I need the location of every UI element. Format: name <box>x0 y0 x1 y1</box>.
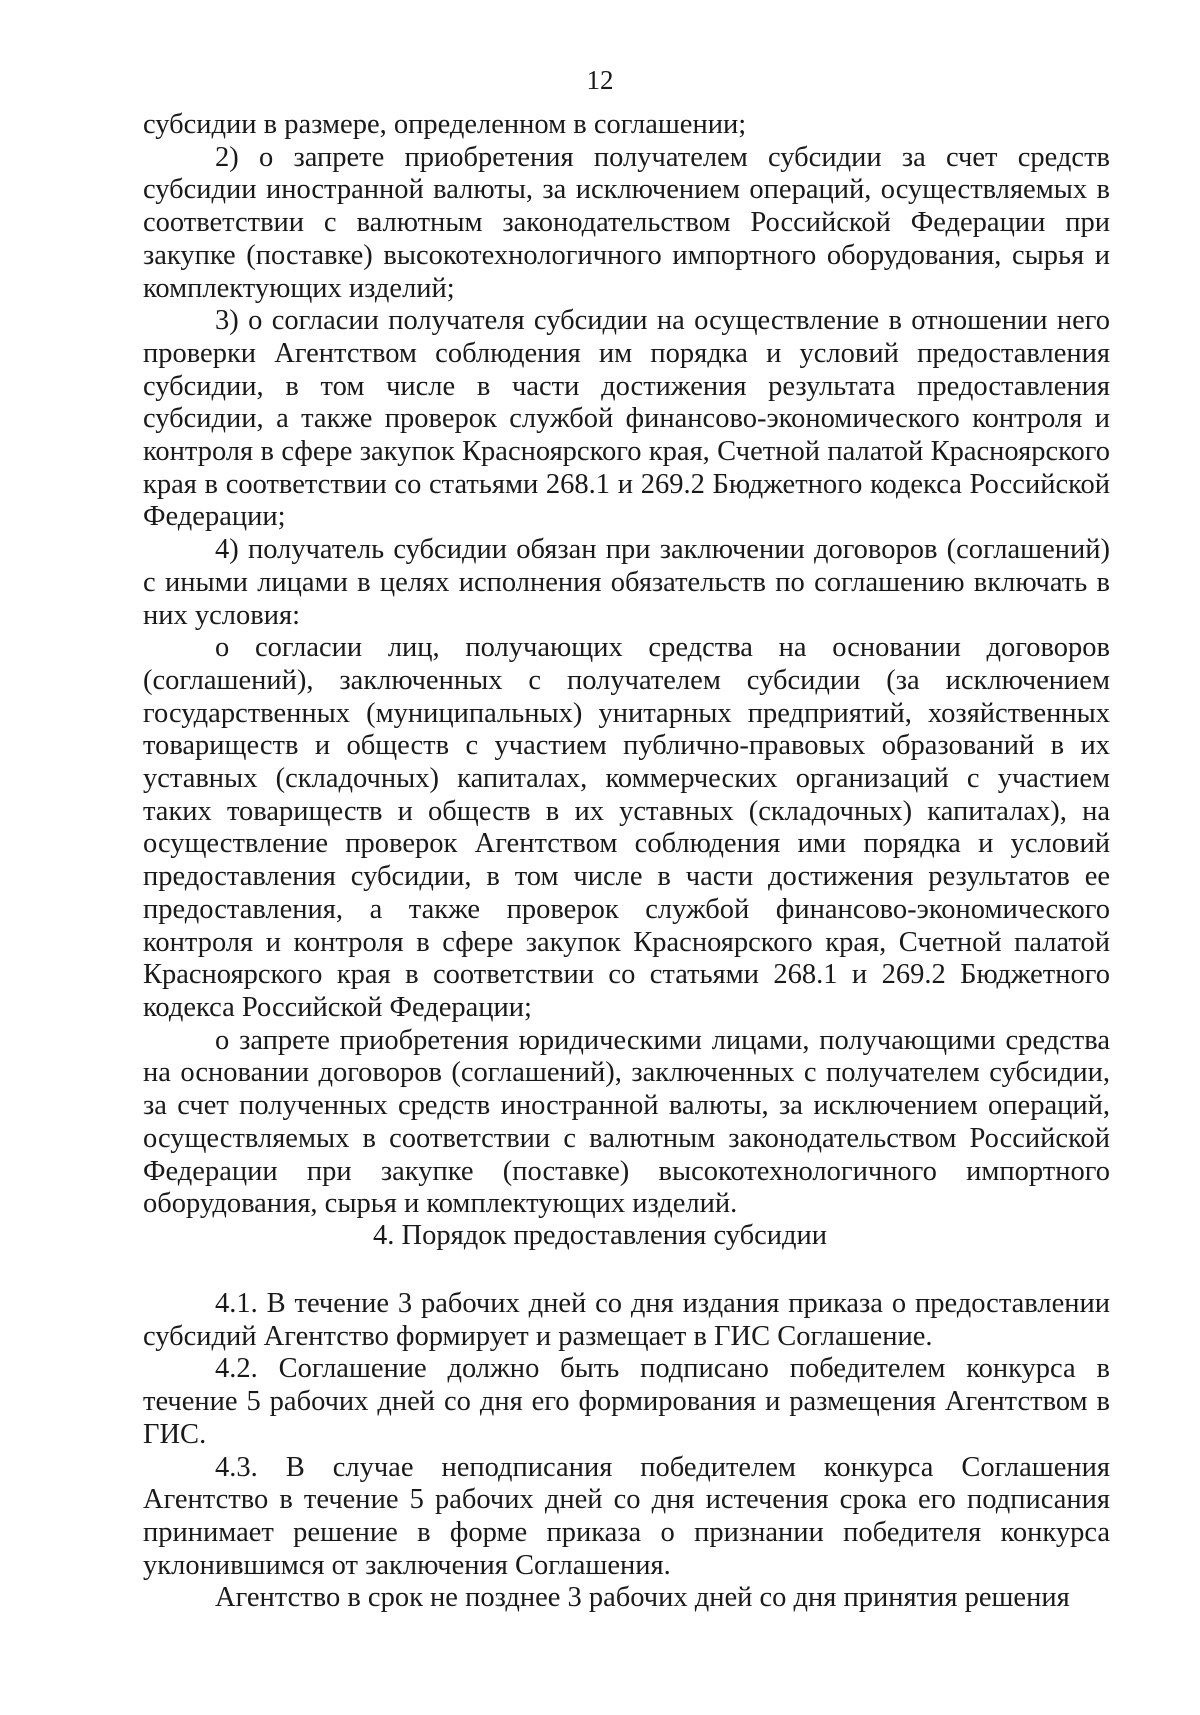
paragraph-item-2: 2) о запрете приобретения получателем субсидии за счет средств субсидии иностранной валюты, за исключением операций, осуществляемых в соответствии с валютным законодательством Российской Федерации при закупке (поставке) высокотехнологичного импортного оборудования, сырья и комплектующих изделий; <box>143 141 1110 304</box>
paragraph-4-2: 4.2. Соглашение должно быть подписано победителем конкурса в течение 5 рабочих дней со дня его формирования и размещения Агентством в ГИС. <box>143 1353 1110 1450</box>
paragraph-4-1: 4.1. В течение 3 рабочих дней со дня издания приказа о предоставлении субсидий Агентство формирует и размещает в ГИС Соглашение. <box>143 1288 1110 1352</box>
section-heading: 4. Порядок предоставления субсидии <box>373 1220 827 1251</box>
page-number: 12 <box>586 65 614 95</box>
body-text-section-4 <box>143 1288 1110 1615</box>
paragraph-agency-deadline: Агентство в срок не позднее 3 рабочих дней со дня принятия решения <box>215 1582 1070 1614</box>
paragraph-item-4: 4) получатель субсидии обязан при заключении договоров (соглашений) с иными лицами в целях исполнения обязательств по соглашению включать в них условия: <box>143 534 1110 631</box>
paragraph-4-3: 4.3. В случае неподписания победителем конкурса Соглашения Агентство в течение 5 рабочих дней со дня истечения срока его подписания принимает решение в форме приказа о признании победителя конкурса уклонившимся от заключения Соглашения. <box>143 1451 1110 1581</box>
paragraph-condition-currency: о запрете приобретения юридическими лицами, получающими средства на основании договоров (соглашений), заключенных с получателем субсидии, за счет полученных средств иностранной валюты, за исключением операций, осуществляемых в соответствии с валютным законодательством Российской Федерации при закупке (поставке) высокотехнологичного импортного оборудования, сырья и комплектующих изделий. <box>143 1024 1110 1220</box>
paragraph-condition-audits: о согласии лиц, получающих средства на основании договоров (соглашений), заключенных с получателем субсидии (за исключением государственных (муниципальных) унитарных предприятий, хозяйственных товариществ и обществ с участием публично-правовых образований в их уставных (складочных) капиталах, коммерческих организаций с участием таких товариществ и обществ в их уставных (складочных) капиталах), на осуществление проверок Агентством соблюдения ими порядка и условий предоставления субсидии, в том числе в части достижения результатов ее предоставления, а также проверок службой финансово-экономического контроля и контроля в сфере закупок Красноярского края, Счетной палатой Красноярского края в соответствии со статьями 268.1 и 269.2 Бюджетного кодекса Российской Федерации; <box>143 632 1110 1023</box>
paragraph-item-3: 3) о согласии получателя субсидии на осуществление в отношении него проверки Агентством соблюдения им порядка и условий предоставления субсидии, в том числе в части достижения результата предоставления субсидии, а также проверок службой финансово-экономического контроля и контроля в сфере закупок Красноярского края, Счетной палатой Красноярского края в соответствии со статьями 268.1 и 269.2 Бюджетного кодекса Российской Федерации; <box>143 305 1110 533</box>
paragraph-continuation: субсидии в размере, определенном в соглашении; <box>143 109 747 140</box>
body-text-top <box>143 109 1110 1221</box>
